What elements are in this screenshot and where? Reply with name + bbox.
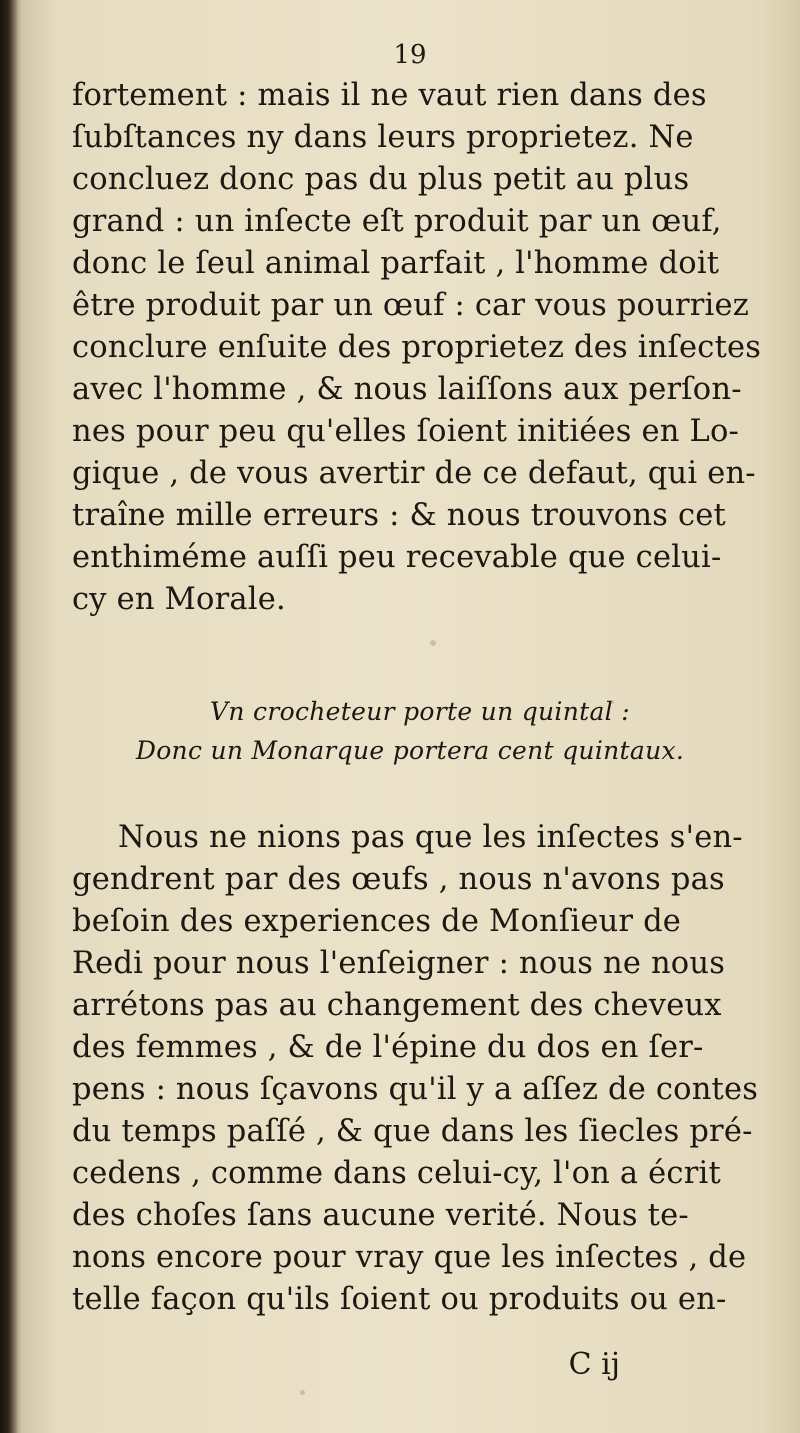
- signature-mark: C ij: [568, 1347, 620, 1382]
- verse-line-2: Donc un Monarque portera cent quintaux.: [135, 736, 685, 765]
- text-line: être produit par un œuf : car vous pourriez: [72, 288, 749, 323]
- paragraph-1: [72, 75, 772, 621]
- text-line: Nous ne nions pas que les inſectes s'en-: [118, 820, 743, 855]
- text-line: conclure enſuite des proprietez des inſectes: [72, 330, 762, 365]
- verse-line-1: Vn crocheteur porte un quintal :: [210, 697, 630, 726]
- text-line: gique , de vous avertir de ce defaut, qui en-: [72, 456, 756, 491]
- paper-speck: [430, 640, 436, 646]
- text-line: cedens , comme dans celui-cy, l'on a écrit: [72, 1156, 721, 1191]
- text-line: gendrent par des œufs , nous n'avons pas: [72, 862, 725, 897]
- paragraph-2: [72, 817, 772, 1321]
- text-line: des femmes , & de l'épine du dos en ſer-: [72, 1030, 704, 1065]
- text-line: ſubſtances ny dans leurs proprietez. Ne: [72, 120, 694, 155]
- text-line: traîne mille erreurs : & nous trouvons cet: [72, 498, 726, 533]
- paper-speck: [300, 1390, 305, 1395]
- text-line: fortement : mais il ne vaut rien dans des: [72, 78, 707, 113]
- text-line: nons encore pour vray que les inſectes , de: [72, 1240, 747, 1275]
- text-line: cy en Morale.: [72, 582, 286, 617]
- text-line: arrétons pas au changement des cheveux: [72, 988, 722, 1023]
- text-line: enthiméme auſſi peu recevable que celui-: [72, 540, 722, 575]
- text-line: des choſes ſans aucune verité. Nous te-: [72, 1198, 689, 1233]
- text-line: grand : un inſecte eſt produit par un œuf,: [72, 204, 722, 239]
- text-line: concluez donc pas du plus petit au plus: [72, 162, 690, 197]
- text-line: Redi pour nous l'enſeigner : nous ne nous: [72, 946, 726, 981]
- text-line: pens : nous ſçavons qu'il y a aſſez de contes: [72, 1072, 759, 1107]
- text-line: avec l'homme , & nous laiſſons aux perſon-: [72, 372, 742, 407]
- text-line: du temps paſſé , & que dans les ſiecles pré-: [72, 1114, 753, 1149]
- text-line: beſoin des experiences de Monſieur de: [72, 904, 682, 939]
- page-number: 19: [393, 40, 427, 70]
- text-line: telle façon qu'ils ſoient ou produits ou en-: [72, 1282, 727, 1317]
- text-line: donc le ſeul animal parfait , l'homme doit: [72, 246, 720, 281]
- paper-speck: [610, 700, 614, 704]
- text-line: nes pour peu qu'elles ſoient initiées en Lo-: [72, 414, 740, 449]
